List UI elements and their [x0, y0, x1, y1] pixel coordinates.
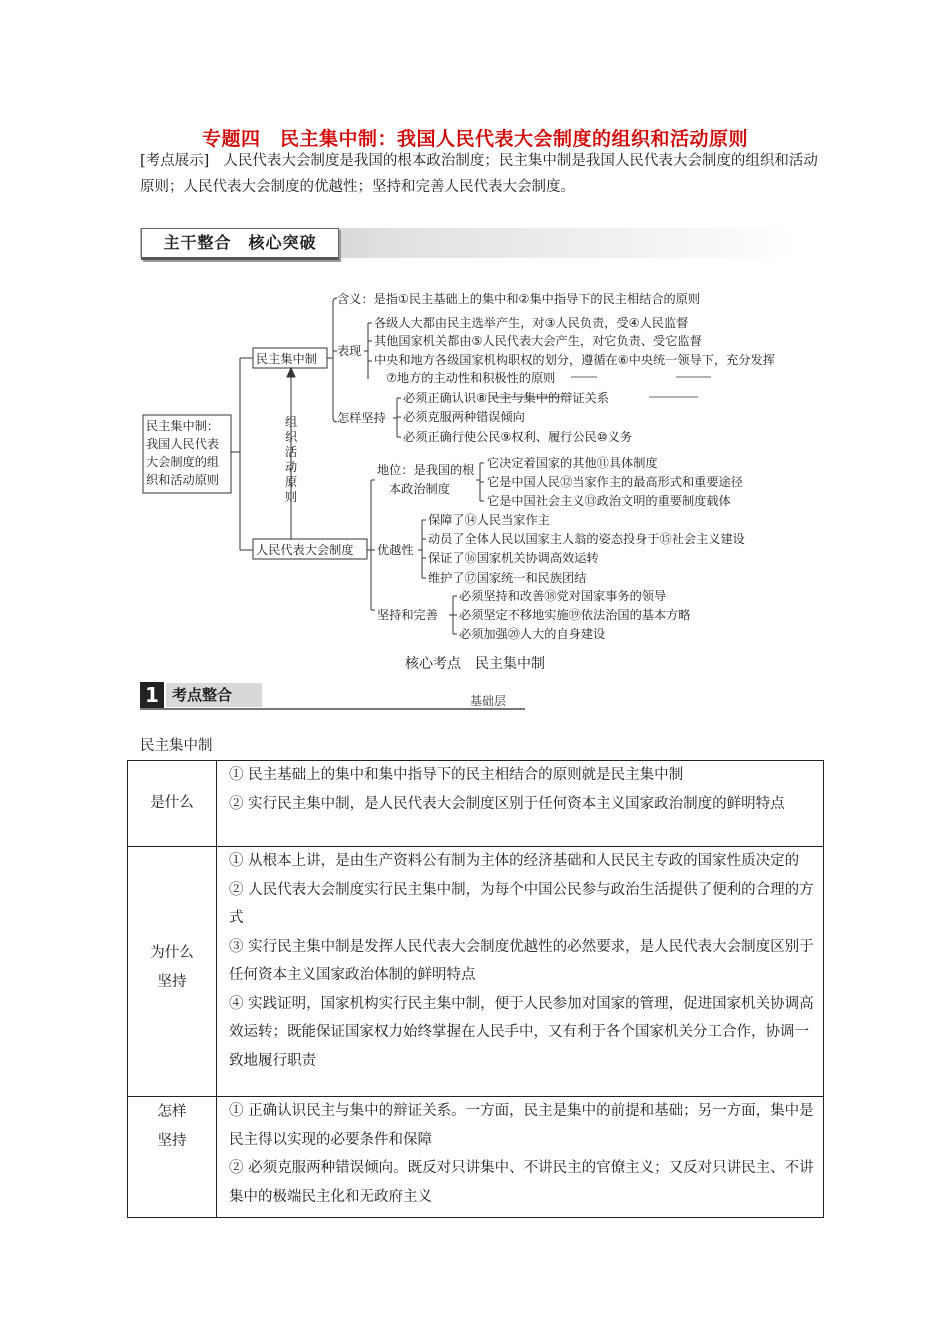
advantage-label: 优越性 [377, 543, 414, 557]
row-content [217, 761, 824, 847]
root-line-2: 我国人民代表 [146, 437, 220, 451]
row-header-text: 怎样 [157, 1104, 187, 1120]
root-line-4: 织和活动原则 [146, 473, 220, 487]
content-line: ① 从根本上讲，是由生产资料公有制为主体的经济基础和人民民主专政的国家性质决定的 [229, 853, 800, 869]
improve-line-3: 必须加强⑳人大的自身建设 [459, 627, 606, 641]
row-header [128, 847, 217, 1097]
row-content [217, 847, 824, 1097]
intro-text: 人民代表大会制度是我国的根本政治制度；民主集中制是我国人民代表大会制度的组织和活动原则；人民代表大会制度的优越性；坚持和完善人民代表大会制度。 [140, 153, 818, 195]
link-char: 活 [285, 445, 298, 459]
status-line-2: 它是中国人民⑫当家作主的最高形式和重要途径 [487, 475, 743, 489]
content-line: ③ 实行民主集中制是发挥人民代表大会制度优越性的必然要求，是人民代表大会制度区别于任何资本主义国家政治体制的鲜明特点 [229, 938, 814, 983]
root-line-1: 民主集中制： [146, 419, 220, 433]
content-line: ② 实行民主集中制，是人民代表大会制度区别于任何资本主义国家政治制度的鲜明特点 [229, 795, 785, 812]
table-row [128, 761, 824, 847]
intro-paragraph [140, 148, 830, 200]
status-line-3: 它是中国社会主义⑬政治文明的重要制度载体 [487, 494, 731, 508]
content-line: ① 民主基础上的集中和集中指导下的民主相结合的原则就是民主集中制 [229, 767, 684, 783]
manifest-line-1: 各级人大都由民主选举产生，对③人民负责，受④人民监督 [374, 316, 689, 330]
improve-label: 坚持和完善 [377, 608, 438, 622]
link-char: 织 [285, 430, 298, 444]
improve-line-2: 必须坚定不移地实施⑲依法治国的基本方略 [459, 608, 691, 622]
advantage-line-2: 动员了全体人民以国家主人翁的姿态投身于⑮社会主义建设 [428, 532, 745, 546]
improve-line-1: 必须坚持和改善⑱党对国家事务的领导 [459, 589, 667, 603]
branch1-label: 民主集中制 [256, 352, 317, 366]
row-header-text: 为什么 [150, 945, 194, 961]
status-line-1: 它决定着国家的其他⑪具体制度 [487, 456, 658, 470]
link-char: 则 [285, 490, 298, 504]
manifest-line-4: ⑦地方的主动性和积极性的原则 [386, 371, 556, 385]
row-header [128, 761, 217, 847]
link-label [285, 415, 298, 504]
link-char: 组 [285, 415, 298, 429]
branch1-meaning: 含义：是指①民主基础上的集中和②集中指导下的民主相结合的原则 [337, 292, 701, 306]
intro-tag: [考点展示] [140, 153, 210, 169]
table-title: 民主集中制 [140, 738, 213, 754]
branch2-label: 人民代表大会制度 [256, 543, 354, 557]
table-row [128, 1097, 824, 1218]
summary-table [127, 760, 824, 1218]
adhere-line-3: 必须正确行使公民⑨权利、履行公民⑩义务 [403, 430, 633, 444]
core-topic-title: 核心考点 民主集中制 [405, 656, 545, 672]
advantage-line-3: 保证了⑯国家机关协调高效运转 [428, 551, 599, 565]
adhere-label: 怎样坚持 [337, 411, 386, 425]
section-header: 主干整合 核心突破 [141, 228, 339, 260]
content-line: ① 正确认识民主与集中的辩证关系。一方面，民主是集中的前提和基础；另一方面，集中是民主得以实现的必要条件和保障 [229, 1103, 814, 1148]
page-title: 专题四 民主集中制：我国人民代表大会制度的组织和活动原则 [201, 128, 748, 150]
content-line: ④ 实践证明，国家机构实行民主集中制，便于人民参加对国家的管理，促进国家机关协调高效运转；既能保证国家权力始终掌握在人民手中，又有利于各个国家机关分工合作，协调一致地履行职责 [229, 995, 814, 1069]
badge-number: 1 [140, 682, 164, 708]
status-label-2: 本政治制度 [389, 482, 450, 496]
adhere-line-2: 必须克服两种错误倾向 [403, 410, 525, 424]
row-header-text: 坚持 [157, 1132, 187, 1149]
badge-divider [140, 708, 525, 710]
badge-level: 基础层 [470, 694, 507, 708]
row-header-text: 是什么 [150, 795, 194, 811]
adhere-line-1: 必须正确认识⑧民主与集中的辩证关系 [403, 391, 609, 405]
advantage-line-4: 维护了⑰国家统一和民族团结 [428, 571, 587, 585]
mind-map [0, 280, 950, 650]
badge-label: 考点整合 [166, 683, 262, 707]
link-char: 原 [285, 475, 298, 489]
advantage-line-1: 保障了⑭人民当家作主 [428, 513, 550, 527]
row-header [128, 1097, 217, 1218]
root-line-3: 大会制度的组 [146, 455, 220, 469]
link-char: 动 [285, 460, 298, 474]
manifest-line-3: 中央和地方各级国家机构职权的划分，遵循在⑥中央统一领导下，充分发挥 [374, 353, 775, 367]
content-line: ② 人民代表大会制度实行民主集中制，为每个中国公民参与政治生活提供了便利的合理的方式 [229, 881, 814, 926]
manifest-label: 表现 [337, 344, 362, 358]
status-label-1: 地位：是我国的根 [377, 463, 475, 477]
row-content [217, 1097, 824, 1218]
content-line: ② 必须克服两种错误倾向。既反对只讲集中、不讲民主的官僚主义；又反对只讲民主、不讲集中的极端民主化和无政府主义 [229, 1160, 814, 1205]
manifest-line-2: 其他国家机关都由⑤人民代表大会产生，对它负责、受它监督 [374, 334, 702, 348]
row-header-text: 坚持 [157, 973, 187, 990]
table-row [128, 847, 824, 1097]
